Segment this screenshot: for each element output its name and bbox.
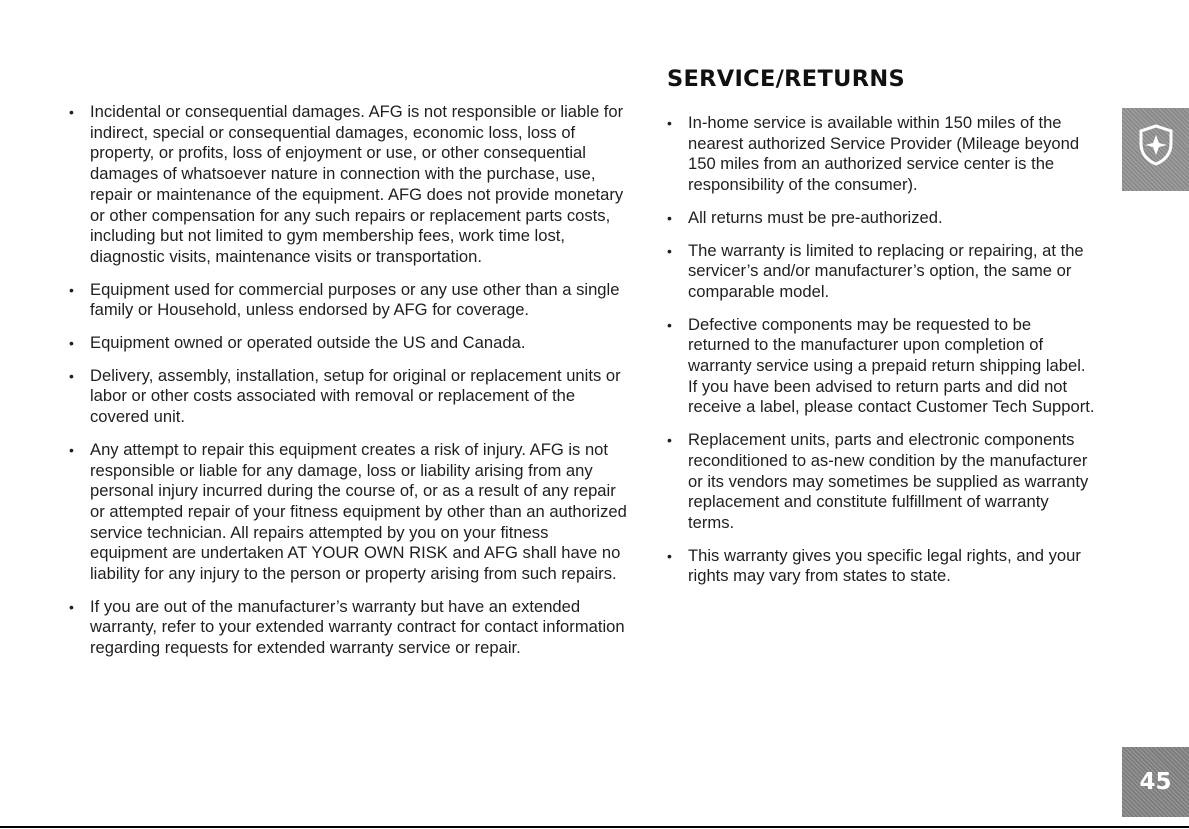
bottom-rule (0, 826, 1189, 828)
list-item: • All returns must be pre-authorized. (666, 208, 1096, 229)
list-item: • Delivery, assembly, installation, setup for original or replacement units or labor or other costs associated with removal or replacement of the covered unit. (68, 366, 628, 428)
exclusions-list (68, 102, 628, 659)
list-item: • Equipment used for commercial purposes or any use other than a single family or Household, unless endorsed by AFG for coverage. (68, 280, 628, 321)
service-returns-list (666, 113, 1096, 587)
list-item: • Defective components may be requested to be returned to the manufacturer upon completion of warranty service using a prepaid return shipping label. If you have been advised to return parts and did not receive a label, please contact Customer Tech Support. (666, 315, 1096, 419)
list-item: • If you are out of the manufacturer’s warranty but have an extended warranty, refer to your extended warranty contract for contact information regarding requests for extended warranty service or repair. (68, 597, 628, 659)
list-item: • Incidental or consequential damages. AFG is not responsible or liable for indirect, special or consequential damages, economic loss, loss of property, or profits, loss of enjoyment or use, or other consequential damages of whatsoever nature in connection with the purchase, use, repair or maintenance of the equipment. AFG does not provide monetary or other compensation for any such repairs or replacement parts costs, including but not limited to gym membership fees, work time lost, diagnostic visits, maintenance visits or transportation. (68, 102, 628, 268)
list-item: • Any attempt to repair this equipment creates a risk of injury. AFG is not responsible or liable for any damage, loss or liability arising from any personal injury incurred during the course of, or as a result of any repair or attempted repair of your fitness equipment by other than an authorized service technician. All repairs attempted by you on your fitness equipment are undertaken AT YOUR OWN RISK and AFG shall have no liability for any injury to the person or property arising from such repairs. (68, 440, 628, 585)
list-item: • Equipment owned or operated outside the US and Canada. (68, 333, 628, 354)
list-item: • Replacement units, parts and electronic components reconditioned to as-new condition by the manufacturer or its vendors may sometimes be supplied as warranty replacement and constitute fulfillment of warranty terms. (666, 430, 1096, 534)
list-item: • The warranty is limited to replacing or repairing, at the servicer’s and/or manufacturer’s option, the same or comparable model. (666, 241, 1096, 303)
section-tab (1122, 108, 1189, 191)
left-column (68, 0, 628, 671)
shield-icon (1138, 124, 1174, 166)
page-number: 45 (1122, 747, 1189, 817)
right-column (666, 0, 1096, 599)
list-item: • This warranty gives you specific legal rights, and your rights may vary from states to state. (666, 546, 1096, 587)
list-item: • In-home service is available within 150 miles of the nearest authorized Service Provider (Mileage beyond 150 miles from an authorized service center is the responsibility of the consumer). (666, 113, 1096, 196)
section-heading: SERVICE/RETURNS (667, 66, 905, 92)
